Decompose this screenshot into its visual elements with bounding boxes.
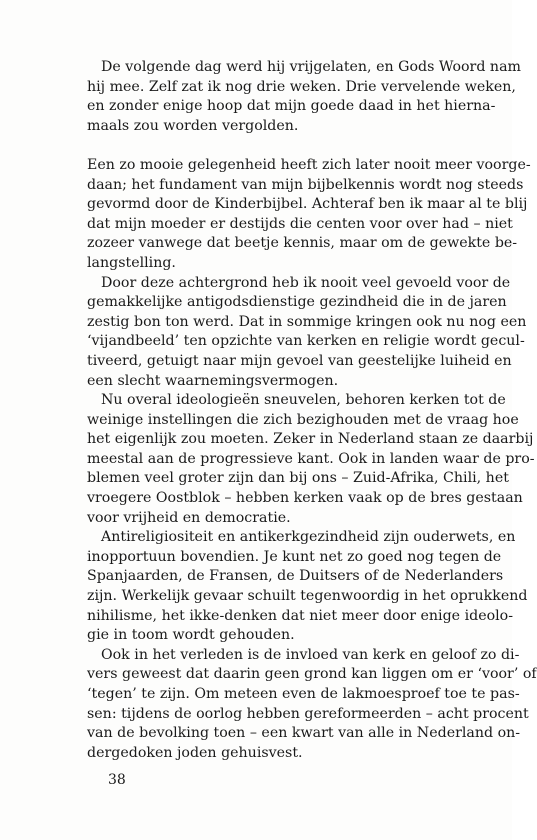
text-line: De volgende dag werd hij vrijgelaten, en Gods Woord nam — [101, 59, 521, 75]
paragraph — [87, 58, 521, 136]
text-line: ‘vijandbeeld’ ten opzichte van kerken en religie wordt gecul- — [87, 333, 525, 350]
text-line: zozeer vanwege dat beetje kennis, maar om de gewekte be- — [87, 235, 518, 252]
text-line: sen: tijdens de oorlog hebben gereformeerden – acht procent — [87, 705, 529, 722]
paragraph — [87, 274, 527, 392]
text-line: Een zo mooie gelegenheid heeft zich later nooit meer voorge- — [87, 156, 531, 173]
text-line: gemakkelijke antigodsdienstige gezindheid die in de jaren — [87, 294, 507, 311]
text-line: Antireligiositeit en antikerkgezindheid zijn ouderwets, en — [101, 529, 516, 546]
page-number: 38 — [108, 772, 126, 788]
paragraph — [87, 156, 531, 274]
text-line: een slecht waarnemingsvermogen. — [87, 372, 339, 389]
text-line: en zonder enige hoop dat mijn goede daad in het hierna- — [87, 98, 496, 115]
paragraph — [87, 646, 537, 764]
text-line: ‘tegen’ te zijn. Om meteen even de lakmoesproef toe te pas- — [87, 686, 520, 702]
text-line: gie in toom wordt gehouden. — [87, 627, 295, 644]
text-line: gevormd door de Kinderbijbel. Achteraf ben ik maar al te blij — [87, 196, 528, 213]
paragraph — [87, 391, 535, 528]
text-line: nihilisme, het ikke-denken dat niet meer door enige ideolo- — [87, 607, 514, 624]
text-line: zestig bon ton werd. Dat in sommige kringen ook nu nog een — [87, 313, 527, 330]
text-line: maals zou worden vergolden. — [87, 117, 299, 134]
text-line: dergedoken joden gehuisvest. — [87, 744, 303, 761]
text-line: meestal aan de progressieve kant. Ook in landen waar de pro- — [87, 450, 535, 467]
text-line: vroegere Oostblok – hebben kerken vaak op de bres gestaan — [87, 490, 523, 507]
text-line: blemen veel groter zijn dan bij ons – Zuid-Afrika, Chili, het — [87, 470, 509, 487]
text-line: langstelling. — [87, 254, 176, 271]
text-line: Door deze achtergrond heb ik nooit veel gevoeld voor de — [101, 274, 511, 291]
text-line: Ook in het verleden is de invloed van kerk en geloof zo di- — [101, 646, 520, 663]
paragraph-gap — [87, 136, 452, 156]
text-line: dat mijn moeder er destijds die centen voor over had – niet — [87, 215, 513, 232]
text-line: inopportuun bovendien. Je kunt net zo goed nog tegen de — [87, 548, 502, 565]
text-line: weinige instellingen die zich bezighouden met de vraag hoe — [87, 411, 519, 428]
text-line: vers geweest dat daarin geen grond kan liggen om er ‘voor’ of — [87, 666, 537, 683]
paragraph — [87, 528, 528, 646]
text-line: tiveerd, getuigt naar mijn gevoel van geestelijke luiheid en — [87, 352, 512, 369]
text-line: Spanjaarden, de Fransen, de Duitsers of de Nederlanders — [87, 568, 504, 585]
text-line: het eigenlijk zou moeten. Zeker in Nederland staan ze daarbij — [87, 431, 534, 448]
body-text — [87, 58, 537, 763]
text-line: Nu overal ideologieën sneuvelen, behoren kerken tot de — [101, 392, 506, 409]
text-line: zijn. Werkelijk gevaar schuilt tegenwoordig in het oprukkend — [87, 588, 528, 605]
text-line: daan; het fundament van mijn bijbelkennis wordt nog steeds — [87, 176, 524, 193]
text-line: van de bevolking toen – een kwart van alle in Nederland on- — [87, 725, 521, 742]
text-line: voor vrijheid en democratie. — [87, 509, 291, 526]
text-line: hij mee. Zelf zat ik nog drie weken. Drie vervelende weken, — [87, 78, 516, 95]
